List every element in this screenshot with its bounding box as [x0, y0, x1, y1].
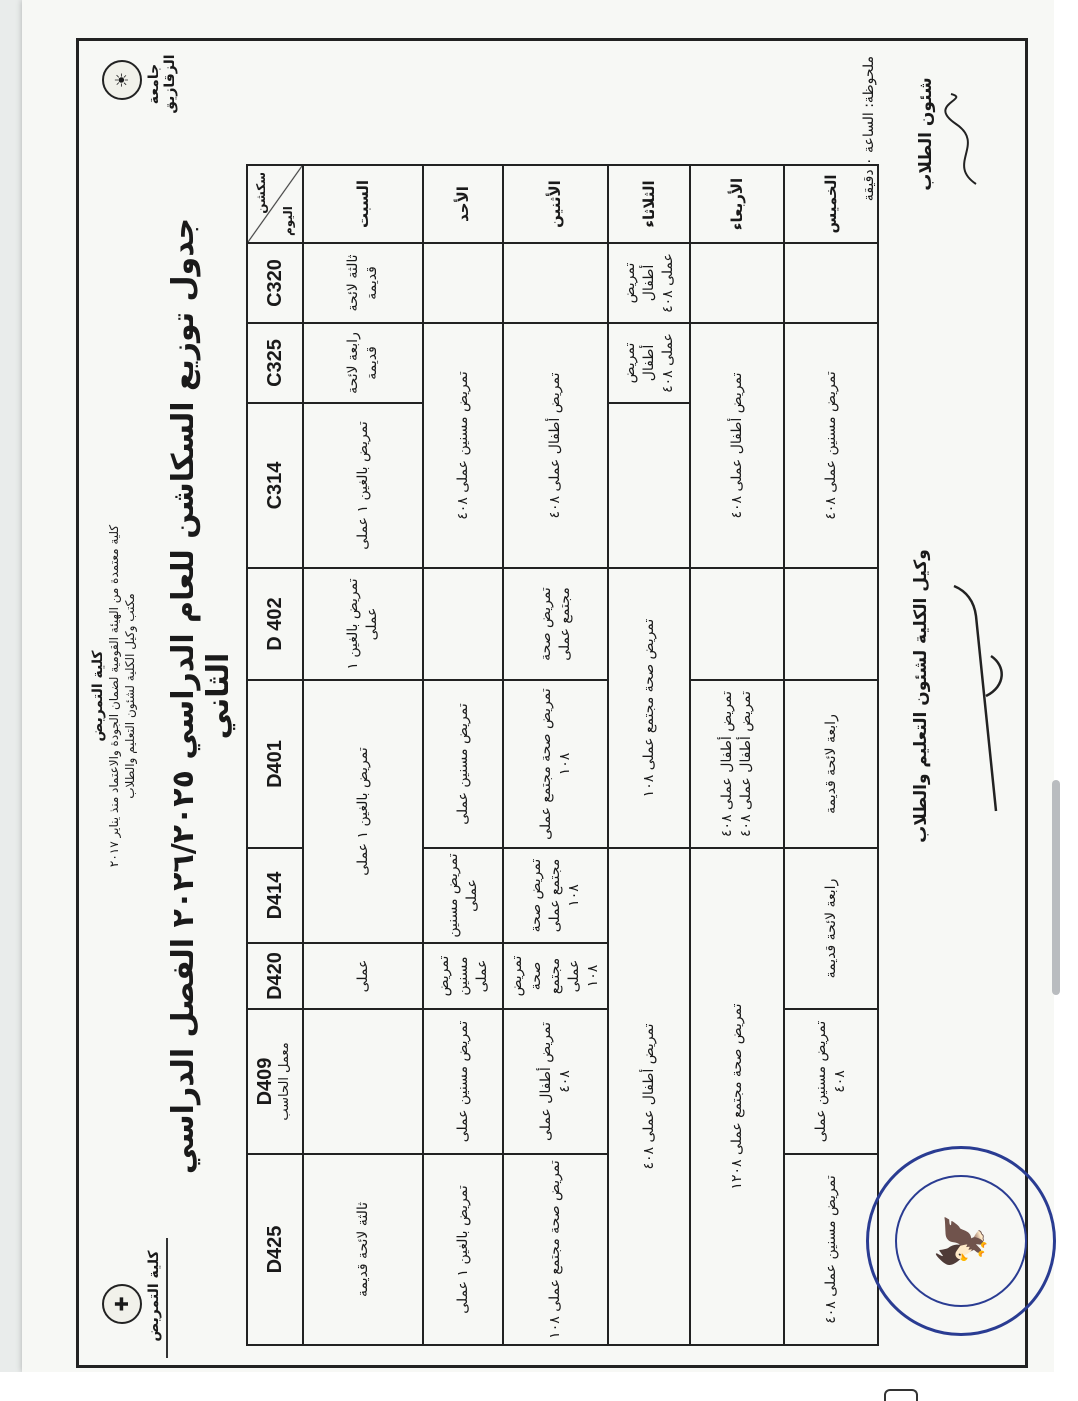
- official-stamp: [866, 1146, 1056, 1336]
- room-header: C320: [247, 243, 303, 323]
- schedule-cell: تمريض أطفال عملى ٤٠٨: [503, 1009, 608, 1154]
- university-name: جامعة الزقازيق: [146, 54, 178, 114]
- schedule-cell: تمريض صحة مجتمع عملى ١٠٨: [503, 680, 608, 848]
- room-header: C325: [247, 323, 303, 403]
- eagle-emblem-icon: 🦅: [895, 1175, 1027, 1307]
- schedule-cell: رابعة لائحة قديمة: [784, 680, 878, 848]
- faculty-underline: [166, 1238, 168, 1358]
- schedule-cell: [690, 243, 784, 323]
- schedule-cell: تمريض صحة مجتمع عملى ١٠٨: [503, 848, 608, 943]
- header-center: [90, 316, 138, 1076]
- header-accreditation: كلية معتمدة من الهيئة القومية لضمان الجودة والاعتماد منذ يناير ٢٠١٧: [107, 524, 121, 868]
- schedule-cell: [503, 243, 608, 323]
- home-indicator-icon: [884, 1389, 918, 1401]
- room-header: D420: [247, 943, 303, 1009]
- room-header: D 402: [247, 568, 303, 680]
- schedule-cell: تمريض صحة مجتمع عملى ١٠٨: [608, 568, 690, 848]
- page-title: جدول توزيع السكاشن للعام الدراسي ٢٠٢٦/٢٠٢٥ الفصل الدراسي الثاني: [166, 217, 236, 1175]
- schedule-cell: تمريض أطفال عملى ٤٠٨: [690, 323, 784, 568]
- schedule-cell: تمريض بالغين ١ عملى: [303, 568, 423, 680]
- schedule-cell: ثالثة لائحة قديمة: [303, 243, 423, 323]
- schedule-cell: تمريض مسنين عملى: [423, 848, 503, 943]
- schedule-cell: تمريض مسنين عملى: [423, 1009, 503, 1154]
- schedule-cell: تمريض أطفال عملى ٤٠٨: [608, 848, 690, 1345]
- table-row: [690, 165, 784, 1345]
- table-header-row: [247, 165, 303, 1345]
- schedule-cell: [608, 403, 690, 568]
- schedule-sheet: [66, 14, 1062, 1376]
- day-cell: الأحد: [423, 165, 503, 243]
- schedule-cell: تمريض مسنين عملى: [423, 943, 503, 1009]
- table-row: [503, 165, 608, 1345]
- note-text: ملحوظة: الساعة ٠ دقيقة: [861, 56, 877, 202]
- room-header: D414: [247, 848, 303, 943]
- room-header: C314: [247, 403, 303, 568]
- university-logo-icon: ☀: [102, 60, 142, 100]
- table-row: [303, 165, 423, 1345]
- schedule-cell: تمريض صحة مجتمع عملى ١٠٨: [503, 943, 608, 1009]
- corner-room-label: سكشن: [254, 172, 268, 214]
- schedule-cell: [423, 568, 503, 680]
- schedule-cell: تمريض أطفال عملى ٤٠٨: [608, 243, 690, 323]
- day-cell: الثلاثاء: [608, 165, 690, 243]
- day-cell: الأثنين: [503, 165, 608, 243]
- signature-scribble-icon: [936, 84, 996, 194]
- vice-dean-signature-icon: [946, 576, 1016, 816]
- schedule-cell: تمريض بالغين ١ عملى: [303, 403, 423, 568]
- day-cell: الخميس: [784, 165, 878, 243]
- day-cell: السبت: [303, 165, 423, 243]
- schedule-cell: تمريض أطفال عملى ٤٠٨: [608, 323, 690, 403]
- vice-dean-signature-label: وكيل الكلية لشئون التعليم والطلاب: [911, 549, 931, 843]
- schedule-cell: رابعة لائحة قديمة: [784, 848, 878, 1009]
- student-affairs-signature-label: شئون الطلاب: [916, 77, 936, 191]
- schedule-cell: [303, 1009, 423, 1154]
- corner-day-label: اليوم: [281, 206, 295, 236]
- schedule-cell: تمريض بالغين ١ عملى: [423, 1154, 503, 1345]
- schedule-table: [246, 164, 879, 1346]
- corner-cell: [247, 165, 303, 243]
- faculty-logo-icon: ✚: [102, 1284, 142, 1324]
- header-office: مكتب وكيل الكلية لشئون التعليم والطلاب: [123, 593, 137, 799]
- schedule-cell: تمريض مسنين عملى ٤٠٨: [784, 1154, 878, 1345]
- schedule-cell: تمريض بالغين ١ عملى: [303, 680, 423, 943]
- schedule-cell: تمريض صحة مجتمع عملى ١٠٨: [503, 1154, 608, 1345]
- room-subtitle: معمل الحاسب: [277, 1042, 292, 1121]
- schedule-cell: تمريض مسنين عملى ٤٠٨: [423, 323, 503, 568]
- room-header: D425: [247, 1154, 303, 1345]
- schedule-cell: عملى: [303, 943, 423, 1009]
- schedule-cell: تمريض مسنين عملى ٤٠٨: [784, 1009, 878, 1154]
- header-faculty: كلية التمريض: [90, 650, 106, 742]
- schedule-cell: ثالثة لائحة قديمة: [303, 1154, 423, 1345]
- schedule-cell: تمريض مسنين عملى: [423, 680, 503, 848]
- schedule-cell: تمريض صحة مجتمع عملى ١٢٠٨: [690, 848, 784, 1345]
- day-cell: الأربعاء: [690, 165, 784, 243]
- schedule-cell: [690, 568, 784, 680]
- schedule-cell: تمريض أطفال عملى ٤٠٨ تمريض أطفال عملى ٤٠٨: [690, 680, 784, 848]
- room-header: D401: [247, 680, 303, 848]
- faculty-name-left: كلية التمريض: [146, 1250, 162, 1342]
- schedule-cell: [423, 243, 503, 323]
- room-header: [247, 1009, 303, 1154]
- schedule-cell: تمريض أطفال عملى ٤٠٨: [503, 323, 608, 568]
- schedule-cell: تمريض صحة مجتمع عملى: [503, 568, 608, 680]
- schedule-cell: تمريض مسنين عملى ٤٠٨: [784, 323, 878, 568]
- schedule-cell: رابعة لائحة قديمة: [303, 323, 423, 403]
- schedule-cell: [784, 568, 878, 680]
- table-row: [608, 165, 690, 1345]
- table-row: [423, 165, 503, 1345]
- room-code: D409: [254, 1057, 276, 1106]
